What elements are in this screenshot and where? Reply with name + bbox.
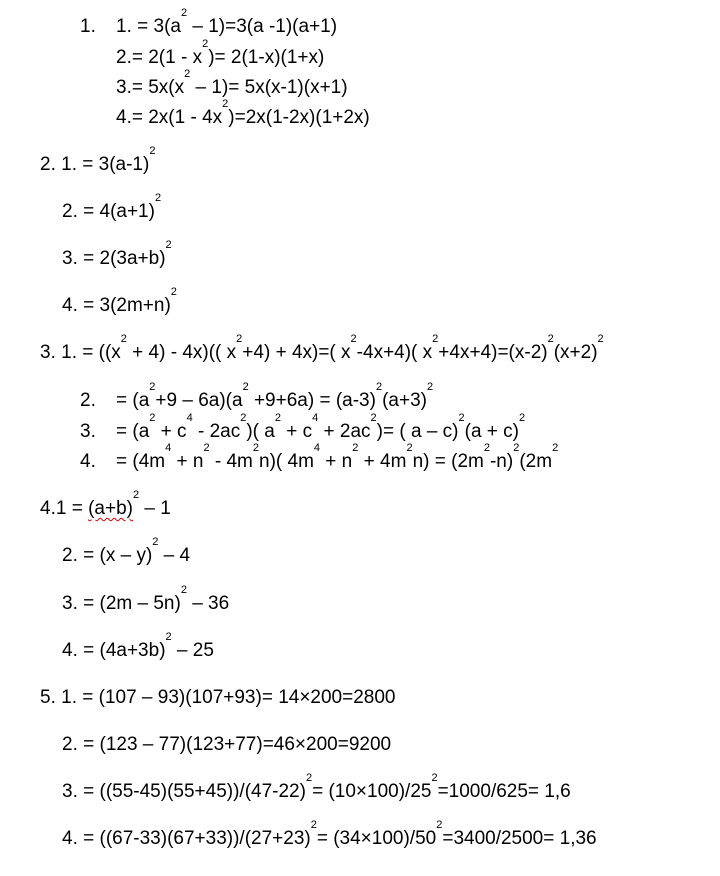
section-5-line-2: 2. = (123 – 77)(123+77)=46×200=9200 (62, 734, 392, 755)
section-4-line-1: $4.1 = (a+b)^2 - 1$ (40, 489, 171, 519)
section-2-line-2: 2. = $4(a+1)^2$ (62, 192, 162, 222)
section-2-line-3: 3. = $2(3a+b)^2$ (62, 239, 172, 269)
section-5-line-1: 5. 1. = (107 – 93)(107+93)= 14×200=2800 (40, 687, 396, 708)
section-3-line-4: = $(4m^4 + n^2 - 4m^2n)$( $4m^4 + n^2 + 4m^2n) = (2m^2-n)^2(2m^2$ (116, 442, 559, 472)
section-3-number-3: 3. (80, 421, 96, 442)
spellcheck-underlined-text: (a+b) (88, 498, 133, 519)
section-3-number-2: 2. (80, 390, 96, 411)
section-1-line-2: $2.= 2(1 - x^2)= 2(1-x)(1+x)$ (116, 38, 325, 68)
section-2-line-1: 2. 1. = $3(a-1)^2$ (40, 145, 156, 175)
section-1-line-1: 1. = $3(a^2 - 1)=3(a$ -1)(a+1) (116, 7, 338, 37)
section-1-line-4: $4.= 2x(1 - 4x^2)=2x(1-2x)(1+2x)$ (116, 98, 370, 128)
section-3-line-3: = $(a^2 + c^4 - 2ac^2)$( $a^2 + c^4 + 2ac^2)=$ ( $a - c)^2(a + c)^2$ (116, 412, 526, 442)
section-5-line-3: 3. = $((55-45)(55+45))/(47-22)^2= (10\times 100)/25^2=1000/625= 1,6$ (62, 772, 571, 802)
section-4-line-2: 2. = (x – y)$^2$ – 4 (62, 536, 191, 566)
section-4-line-3: 3. = (2m – 5n)$^2$ – 36 (62, 584, 230, 614)
section-2-line-4: 4. = $3(2m+n)^2$ (62, 286, 177, 316)
section-5-line-4: 4. = $((67-33)(67+33))/(27+23)^2= (34\times 100)/50^2=3400/2500= 1,36$ (62, 819, 597, 849)
section-1-line-3: $3.= 5x(x^2 - 1)= 5x(x-1)(x+1)$ (116, 68, 348, 98)
section-3-line-2: = $(a^2+9 - 6a)(a^2 +9+6a) = (a-3)^2(a+3)^2$ (116, 381, 434, 411)
section-1-number: 1. (80, 16, 96, 37)
section-3-number-4: 4. (80, 451, 96, 472)
section-3-line-1: 3. 1. = $((x^2 + 4) - 4x)$(( $x^2+4) + 4x)=$( $x^2-4x+4$)( $x^2+4x+4)=(x-2)^2(x+2)^2$ (40, 333, 604, 363)
section-4-line-4: 4. = $(4a+3b)^2 - 25$ (62, 631, 214, 661)
